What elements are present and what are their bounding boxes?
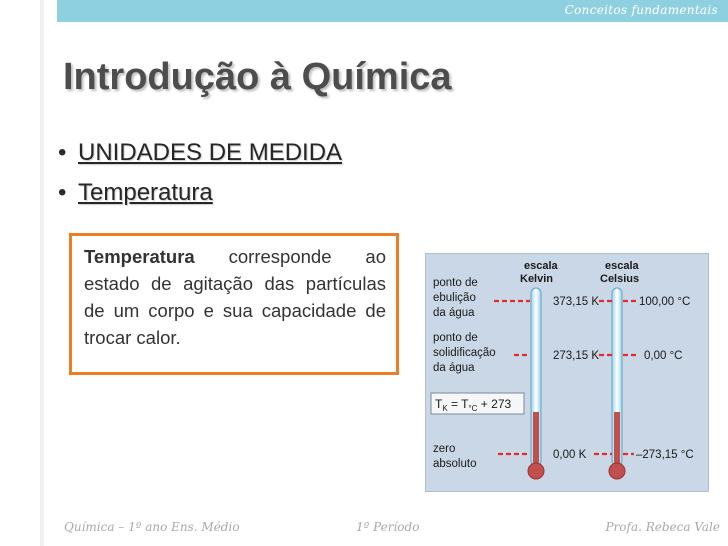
- definition-term: Temperatura: [84, 246, 195, 267]
- freezing-label-2: solidificação: [433, 347, 496, 359]
- kelvin-head-1: escala: [524, 260, 558, 272]
- header-banner: [57, 0, 728, 22]
- boiling-label-3: da água: [433, 307, 475, 319]
- definition-body: corresponde ao estado de agitação das partículas de um corpo e sua capacidade de trocar calor.: [84, 246, 386, 348]
- left-stripe: [40, 0, 44, 546]
- celsius-boiling-value: 100,00 °C: [639, 296, 691, 308]
- celsius-mercury: [614, 412, 620, 468]
- bullet-item: [58, 133, 342, 173]
- footer-course: Química – 1º ano Ens. Médio: [64, 520, 240, 534]
- thermometer-svg: [426, 254, 708, 491]
- absolute-zero-label-2: absoluto: [433, 458, 477, 470]
- absolute-zero-label-1: zero: [433, 443, 456, 455]
- formula-text: $T_K = T_{^\circ C} + 273$: [435, 397, 512, 413]
- kelvin-mercury: [533, 412, 539, 468]
- footer-period: 1º Período: [356, 520, 420, 534]
- footer-teacher: Profa. Rebeca Vale: [605, 520, 720, 534]
- thermometer-diagram: [425, 253, 709, 492]
- slide-title: Introdução à Química: [63, 56, 452, 98]
- bullet-dot: •: [58, 179, 67, 206]
- celsius-head-2: Celsius: [600, 273, 640, 285]
- definition-box: [69, 233, 399, 375]
- bullet-dot: •: [58, 139, 67, 166]
- bullet-item: [58, 173, 342, 213]
- boiling-label-1: ponto de: [433, 277, 478, 289]
- header-banner-label: Conceitos fundamentais: [564, 3, 718, 17]
- bullet-text[interactable]: UNIDADES DE MEDIDA: [78, 139, 343, 166]
- celsius-freezing-value: 0,00 °C: [644, 350, 683, 362]
- celsius-zero-value: –273,15 °C: [636, 449, 694, 461]
- definition-text: [84, 243, 386, 351]
- kelvin-freezing-value: 273,15 K: [553, 350, 600, 362]
- freezing-label-3: da água: [433, 362, 475, 374]
- kelvin-bulb: [528, 463, 544, 479]
- bullet-text[interactable]: Temperatura: [78, 179, 213, 206]
- kelvin-boiling-value: 373,15 K: [553, 296, 600, 308]
- freezing-label-1: ponto de: [433, 332, 478, 344]
- kelvin-zero-value: 0,00 K: [553, 449, 587, 461]
- celsius-head-1: escala: [605, 260, 639, 272]
- boiling-label-2: ebulição: [433, 292, 476, 304]
- bullet-list: [58, 133, 342, 213]
- kelvin-head-2: Kelvin: [520, 273, 554, 285]
- left-margin-bar: [0, 0, 57, 546]
- celsius-bulb: [609, 463, 625, 479]
